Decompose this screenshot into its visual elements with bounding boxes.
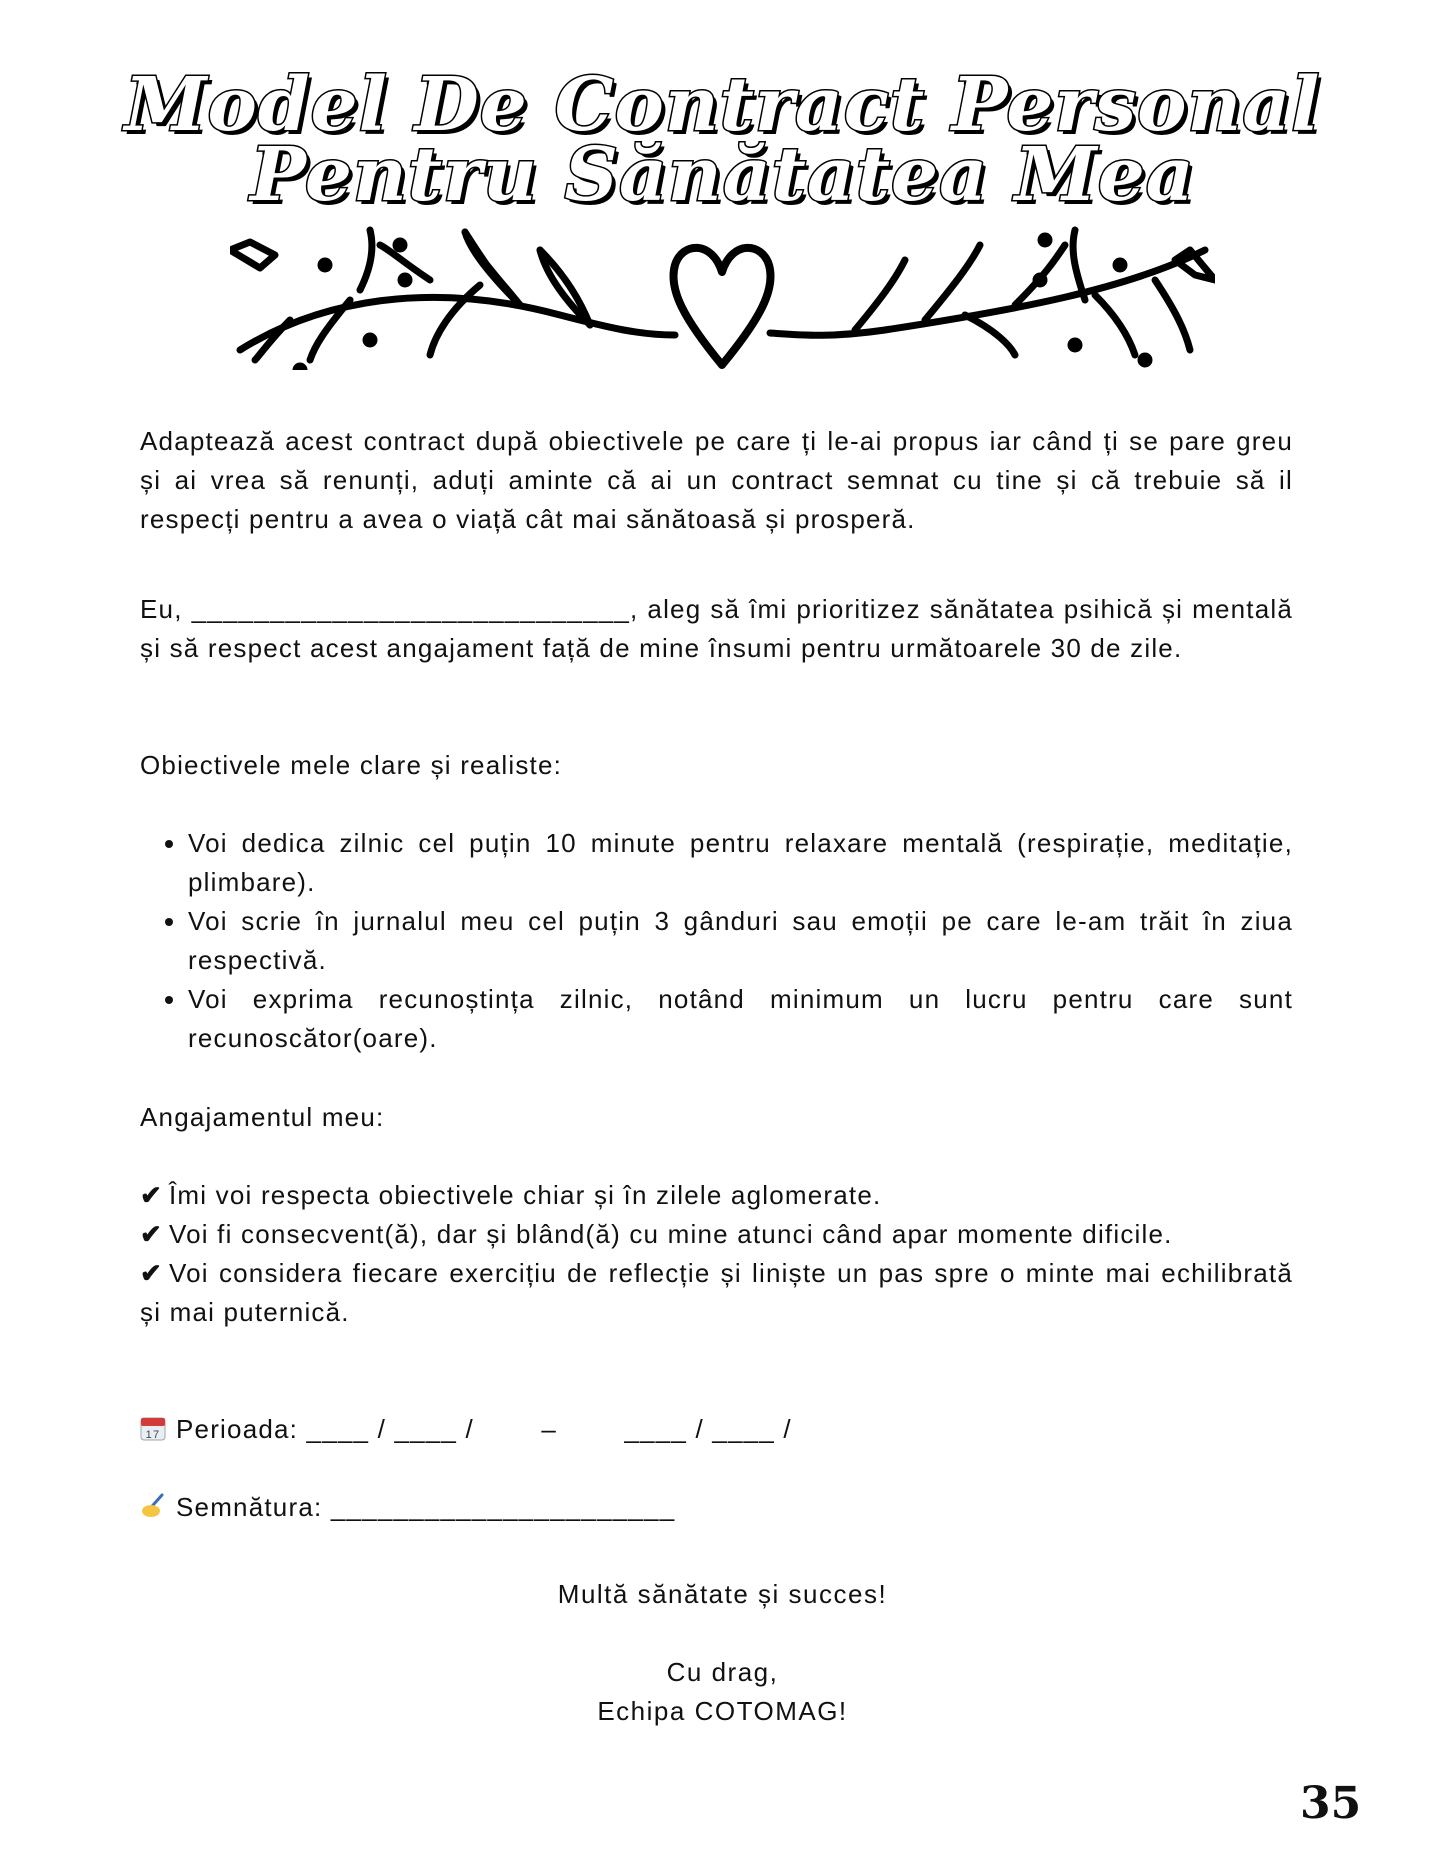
closing-team: Echipa COTOMAG! xyxy=(597,1696,848,1726)
svg-text:17: 17 xyxy=(145,1429,161,1441)
period-field[interactable]: ____ / ____ / – ____ / ____ / xyxy=(306,1414,792,1444)
commitment-item: ✔ Îmi voi respecta obiectivele chiar și în zilele aglomerate. xyxy=(140,1180,882,1210)
signature-line xyxy=(140,1488,1293,1527)
objectives-heading: Obiectivele mele clare și realiste: xyxy=(140,750,563,780)
signature-field[interactable]: ______________________ xyxy=(330,1492,676,1522)
closing-regards: Cu drag, xyxy=(666,1657,779,1687)
title-line-1: Model De Contract Personal xyxy=(124,62,1321,148)
objective-item: • Voi exprima recunoștința zilnic, notând minimum un lucru pentru care sunt recunoscător(oare). xyxy=(188,980,1293,1058)
page-number: 35 xyxy=(1300,1778,1362,1829)
closing-wish: Multă sănătate și succes! xyxy=(557,1579,888,1609)
checkmark-icon: ✔ xyxy=(140,1258,163,1288)
period-label: Perioada: xyxy=(176,1414,299,1444)
calendar-icon xyxy=(140,1415,166,1441)
commitment-item: ✔ Voi fi consecvent(ă), dar și blând(ă) cu mine atunci când apar momente dificile. xyxy=(140,1219,1173,1249)
period-line xyxy=(140,1410,1293,1449)
heart-vine-ornament-icon xyxy=(230,220,1215,370)
intro-paragraph: Adaptează acest contract după obiectivele pe care ți le-ai propus iar când ți se pare greu și ai vrea să renunți, aduți aminte că ai un contract semnat cu tine și că trebuie să il respecți pentru a avea o viață cât mai sănătoasă și prosperă. xyxy=(140,426,1293,534)
checkmark-icon: ✔ xyxy=(140,1180,163,1210)
writing-hand-icon xyxy=(140,1493,166,1519)
commitment-list xyxy=(140,1176,1293,1332)
objective-item: • Voi dedica zilnic cel puțin 10 minute pentru relaxare mentală (respirație, meditație, plimbare). xyxy=(188,824,1293,902)
checkmark-icon: ✔ xyxy=(140,1219,163,1249)
commitment-item: ✔ Voi considera fiecare exercițiu de reflecție și liniște un pas spre o minte mai echilibrată și mai puternică. xyxy=(140,1258,1293,1327)
pledge-paragraph: Eu, ____________________________, aleg să îmi prioritizez sănătatea psihică și mentală și să respect acest angajament față de mine însumi pentru următoarele 30 de zile. xyxy=(140,594,1293,663)
objectives-list xyxy=(140,824,1293,1058)
signature-label: Semnătura: xyxy=(176,1492,323,1522)
objective-item: • Voi scrie în jurnalul meu cel puțin 3 gânduri sau emoții pe care le-am trăit în ziua respectivă. xyxy=(188,902,1293,980)
commitment-heading: Angajamentul meu: xyxy=(140,1102,385,1132)
title-line-2: Pentru Sănătatea Mea xyxy=(250,132,1195,218)
